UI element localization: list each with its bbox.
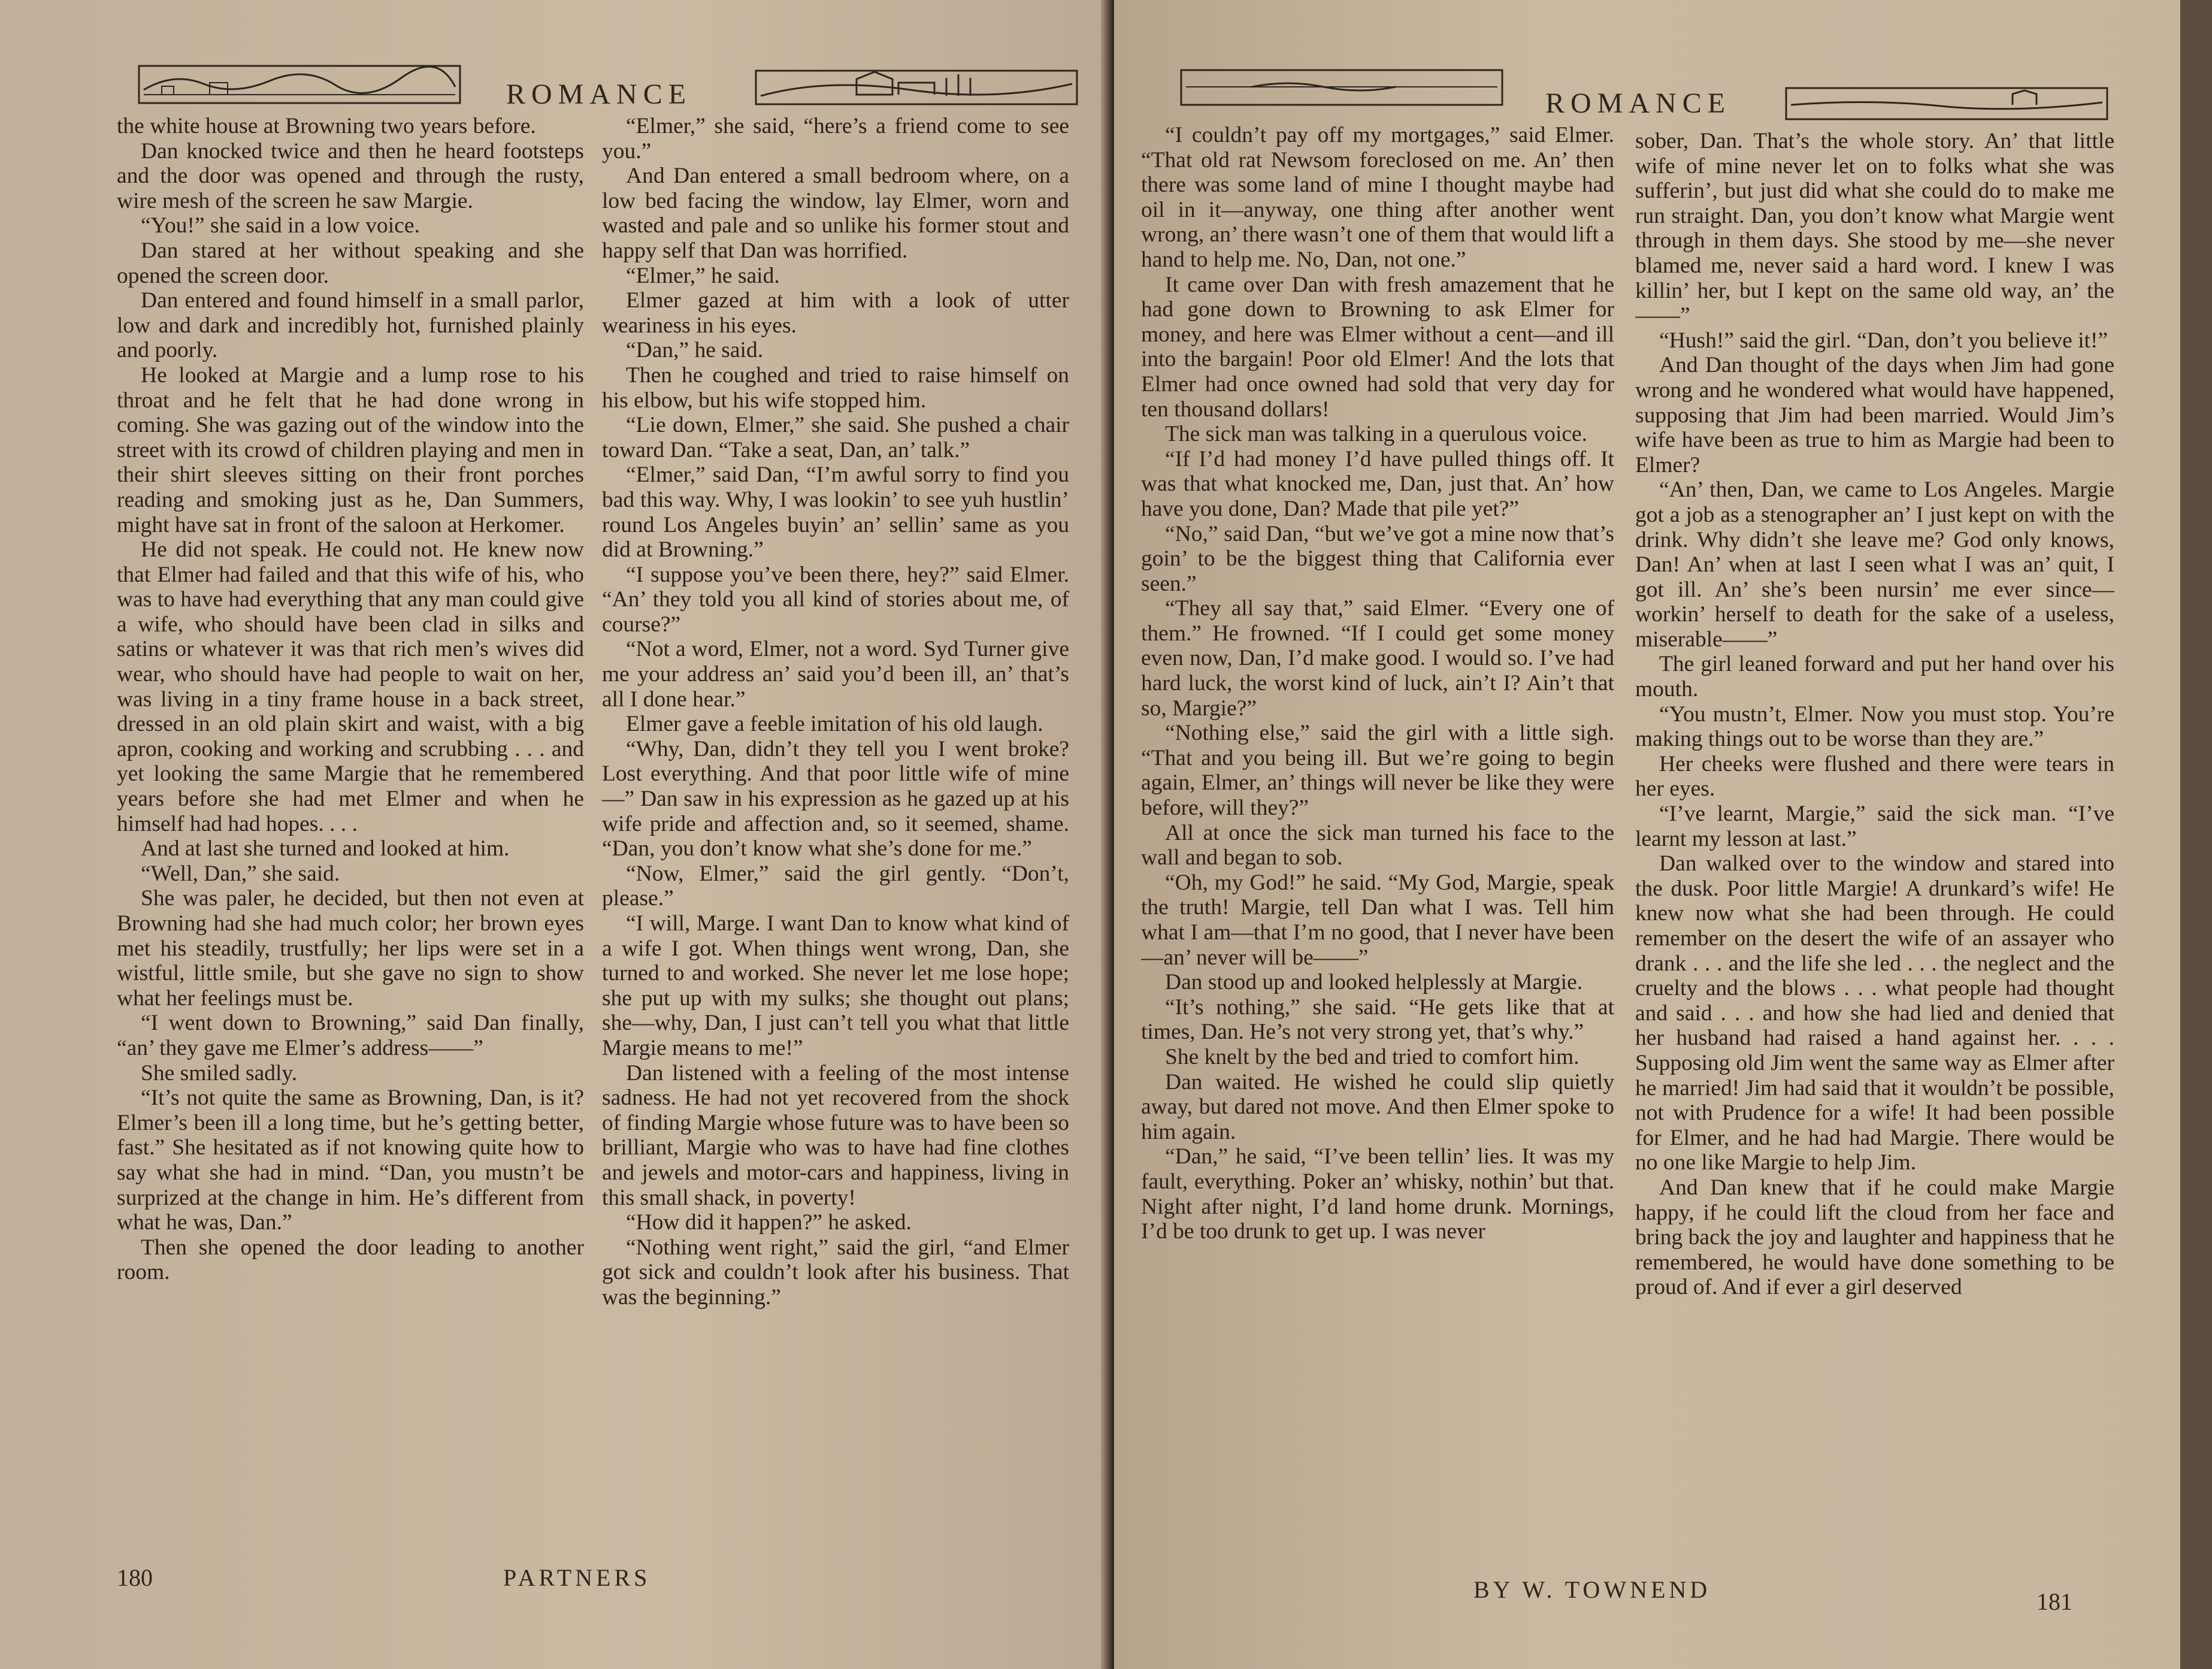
paragraph: And Dan knew that if he could make Margie happy, if he could lift the cloud from her face and bring back the joy and laughter and happiness that he remembered, he would have done something to be proud of. And if ever a girl deserved: [1635, 1175, 2114, 1300]
paragraph: Dan entered and found himself in a small parlor, low and dark and incredibly hot, furnished plainly and poorly.: [117, 288, 584, 363]
left-page-column-1: [117, 114, 584, 1564]
right-page: [1114, 0, 2180, 1669]
paragraph: Her cheeks were flushed and there were tears in her eyes.: [1635, 751, 2114, 802]
paragraph: “Elmer,” he said.: [626, 263, 780, 288]
paragraph: She was paler, he decided, but then not even at Browning had she had much color; her brown eyes met his steadily, trustfully; her lips were set in a wistful, little smile, but she gave no sign to show what her feelings must be.: [117, 886, 584, 1011]
paragraph: All at once the sick man turned his face to the wall and began to sob.: [1141, 820, 1614, 870]
paragraph: Dan stared at her without speaking and she opened the screen door.: [117, 238, 584, 288]
paragraph: “I suppose you’ve been there, hey?” said Elmer. “An’ they told you all kind of stories about me, of course?”: [602, 562, 1069, 637]
house-landscape-vignette-left: [755, 60, 1078, 108]
paragraph: Elmer gave a feeble imitation of his old laugh.: [626, 712, 1043, 737]
paragraph: Dan waited. He wished he could slip quietly away, but dared not move. And then Elmer spoke to him again.: [1141, 1069, 1614, 1144]
landscape-vignette-right-1: [1180, 63, 1503, 111]
paragraph: Elmer gazed at him with a look of utter weariness in his eyes.: [602, 288, 1069, 338]
paragraph: “Dan,” he said.: [626, 338, 764, 363]
footer-title-left: PARTNERS: [503, 1564, 651, 1591]
paragraph: “An’ then, Dan, we came to Los Angeles. Margie got a job as a stenographer an’ I just kept on with the drink. Why didn’t she leave me? God only knows, Dan! An’ when at last I seen what I was an’ quit, I got ill. An’ she’s been nursin’ me ever since—workin’ herself to death for the sake of a useless, miserable——”: [1635, 477, 2114, 652]
paragraph: “I’ve learnt, Margie,” said the sick man. “I’ve learnt my lesson at last.”: [1635, 802, 2114, 851]
paragraph: Dan knocked twice and then he heard footsteps and the door was opened and through the rusty, wire mesh of the screen he saw Margie.: [117, 138, 584, 213]
paragraph: Dan walked over to the window and stared into the dusk. Poor little Margie! A drunkard’s wife! He knew now what she had been through. He could remember on the desert the wife of an assayer who drank . . . and the life she led . . . the neglect and the cruelty and the blows . . . what people had thought and said . . . and how she had lied and denied that her husband had raised a hand against her. . . . Supposing old Jim went the same way as Elmer after he married! Jim had said that it wouldn’t be possible, not with Prudence for a wife! It had been possible for Elmer, and he had had Margie. There would be no one like Margie to help Jim.: [1635, 851, 2114, 1175]
paragraph: “It’s nothing,” she said. “He gets like that at times, Dan. He’s not very strong yet, that’s why.”: [1141, 994, 1614, 1045]
footer-title-right: BY W. TOWNEND: [1473, 1576, 1711, 1603]
desert-landscape-vignette-left: [138, 60, 461, 108]
paragraph: He looked at Margie and a lump rose to his throat and he felt that he had done wrong in coming. She was gazing out of the window into the street with its crowd of children playing and men in their shirt sleeves sitting on their front porches reading and smoking just as he, Dan Summers, might have sat in front of the saloon at Herkomer.: [117, 362, 584, 537]
left-page-column-2: [602, 114, 1069, 1564]
paragraph: And at last she turned and looked at him.: [141, 836, 510, 861]
paragraph: She smiled sadly.: [141, 1060, 298, 1086]
paragraph: the white house at Browning two years before.: [117, 114, 536, 138]
page-number-right: 181: [2037, 1588, 2072, 1615]
paragraph: “I couldn’t pay off my mortgages,” said Elmer. “That old rat Newsom foreclosed on me. An’ then there was some land of mine I thought maybe had oil in it—anyway, one thing after another went wrong, an’ there wasn’t one of them that would lift a hand to help me. No, Dan, not one.”: [1141, 123, 1614, 272]
paragraph: “You!” she said in a low voice.: [141, 213, 420, 238]
paragraph: Dan stood up and looked helplessly at Margie.: [1165, 970, 1583, 995]
paragraph: Then he coughed and tried to raise himself on his elbow, but his wife stopped him.: [602, 362, 1069, 413]
paragraph: “They all say that,” said Elmer. “Every one of them.” He frowned. “If I could get some money even now, Dan, I’d make good. I would so. I’ve had hard luck, the worst kind of luck, ain’t I? Ain’t that so, Margie?”: [1141, 596, 1614, 721]
paragraph: sober, Dan. That’s the whole story. An’ that little wife of mine never let on to folks what she was sufferin’, but just did what she could do to make me run straight. Dan, you don’t know what Margie went through in them days. She stood by me—she never blamed me, never said a hard word. I knew I was killin’ her, but I kept on the same old way, an’ the——”: [1635, 129, 2114, 328]
paragraph: The sick man was talking in a querulous voice.: [1165, 422, 1588, 447]
paragraph: “How did it happen?” he asked.: [626, 1210, 912, 1235]
paragraph: The girl leaned forward and put her hand over his mouth.: [1635, 652, 2114, 702]
paragraph: And Dan entered a small bedroom where, on a low bed facing the window, lay Elmer, worn and wasted and pale and so unlike his former stout and happy self that Dan was horrified.: [602, 164, 1069, 263]
page-number-left: 180: [117, 1564, 153, 1591]
landscape-vignette-right-2: [1785, 81, 2108, 129]
paragraph: “Lie down, Elmer,” she said. She pushed a chair toward Dan. “Take a seat, Dan, an’ talk.”: [602, 413, 1069, 462]
paragraph: “You mustn’t, Elmer. Now you must stop. You’re making things out to be worse than they are.”: [1635, 702, 2114, 752]
running-head-left: ROMANCE: [506, 78, 692, 110]
paragraph: “If I’d had money I’d have pulled things off. It was that what knocked me, Dan, just that. An’ how have you done, Dan? Made that pile yet?”: [1141, 446, 1614, 521]
paragraph: “No,” said Dan, “but we’ve got a mine now that’s goin’ to be the biggest thing that California ever seen.”: [1141, 521, 1614, 596]
paragraph: Then she opened the door leading to another room.: [117, 1235, 584, 1285]
paragraph: “Well, Dan,” she said.: [141, 861, 340, 886]
paragraph: “Nothing else,” said the girl with a little sigh. “That and you being ill. But we’re going to begin again, Elmer, an’ things will never be like they were before, will they?”: [1141, 721, 1614, 821]
paragraph: “Dan,” he said, “I’ve been tellin’ lies. It was my fault, everything. Poker an’ whisky, nothin’ but that. Night after night, I’d land home drunk. Mornings, I’d be too drunk to get up. I was never: [1141, 1144, 1614, 1244]
paragraph: He did not speak. He could not. He knew now that Elmer had failed and that this wife of his, who was to have had everything that any man could give a wife, who should have been clad in silks and satins or whatever it was that rich men’s wives did wear, who should have had people to wait on her, was living in a tiny frame house in a back street, dressed in an old plain skirt and waist, with a big apron, cooking and working and scrubbing . . . and yet looking the same Margie that he remembered years before she had met Elmer and when he himself had had hopes. . . .: [117, 537, 584, 836]
paragraph: “I will, Marge. I want Dan to know what kind of a wife I got. When things went wrong, Dan, she turned to and worked. She never let me lose hope; she put up with my sulks; she thought out plans; she—why, Dan, I just can’t tell you what that little Margie means to me!”: [602, 911, 1069, 1060]
paragraph: “I went down to Browning,” said Dan finally, “an’ they gave me Elmer’s address——”: [117, 1011, 584, 1060]
right-page-column-2: [1635, 129, 2114, 1579]
paragraph: “Not a word, Elmer, not a word. Syd Turner give me your address an’ said you’d been ill, an’ that’s all I done hear.”: [602, 637, 1069, 712]
paragraph: Dan listened with a feeling of the most intense sadness. He had not yet recovered from the shock of finding Margie whose future was to have been so brilliant, Margie who was to have had fine clothes and jewels and motor-cars and happiness, living in this small shack, in poverty!: [602, 1060, 1069, 1210]
paragraph: “Hush!” said the girl. “Dan, don’t you believe it!”: [1659, 328, 2108, 353]
paragraph: “Now, Elmer,” said the girl gently. “Don’t, please.”: [602, 861, 1069, 911]
paragraph: “It’s not quite the same as Browning, Dan, is it? Elmer’s been ill a long time, but he’s getting better, fast.” She hesitated as if not knowing quite how to say what she had in mind. “Dan, you mustn’t be surprized at the change in him. He’s different from what he was, Dan.”: [117, 1086, 584, 1235]
paragraph: “Elmer,” said Dan, “I’m awful sorry to find you bad this way. Why, I was lookin’ to see yuh hustlin’ round Los Angeles buyin’ an’ sellin’ same as you did at Browning.”: [602, 462, 1069, 563]
paragraph: “Oh, my God!” he said. “My God, Margie, speak the truth! Margie, tell Dan what I was. Tell him what I am—that I’m no good, that I never have been—an’ never will be——”: [1141, 870, 1614, 970]
paragraph: And Dan thought of the days when Jim had gone wrong and he wondered what would have happened, supposing that Jim had been married. Would Jim’s wife have been as true to him as Margie had been to Elmer?: [1635, 353, 2114, 477]
paragraph: It came over Dan with fresh amazement that he had gone down to Browning to ask Elmer for money, and here was Elmer without a cent—and ill into the bargain! Poor old Elmer! And the lots that Elmer had once owned had sold that very day for ten thousand dollars!: [1141, 272, 1614, 422]
paragraph: She knelt by the bed and tried to comfort him.: [1165, 1044, 1579, 1069]
paragraph: “Elmer,” she said, “here’s a friend come to see you.”: [602, 114, 1069, 164]
paragraph: “Nothing went right,” said the girl, “and Elmer got sick and couldn’t look after his business. That was the beginning.”: [602, 1235, 1069, 1310]
right-page-column-1: [1141, 123, 1614, 1573]
book-edge: [2180, 0, 2212, 1669]
running-head-right: ROMANCE: [1545, 87, 1732, 119]
paragraph: “Why, Dan, didn’t they tell you I went broke? Lost everything. And that poor little wife of mine—” Dan saw in his expression as he gazed up at his wife pride and affection and, so it seemed, shame. “Dan, you don’t know what she’s done for me.”: [602, 736, 1069, 861]
